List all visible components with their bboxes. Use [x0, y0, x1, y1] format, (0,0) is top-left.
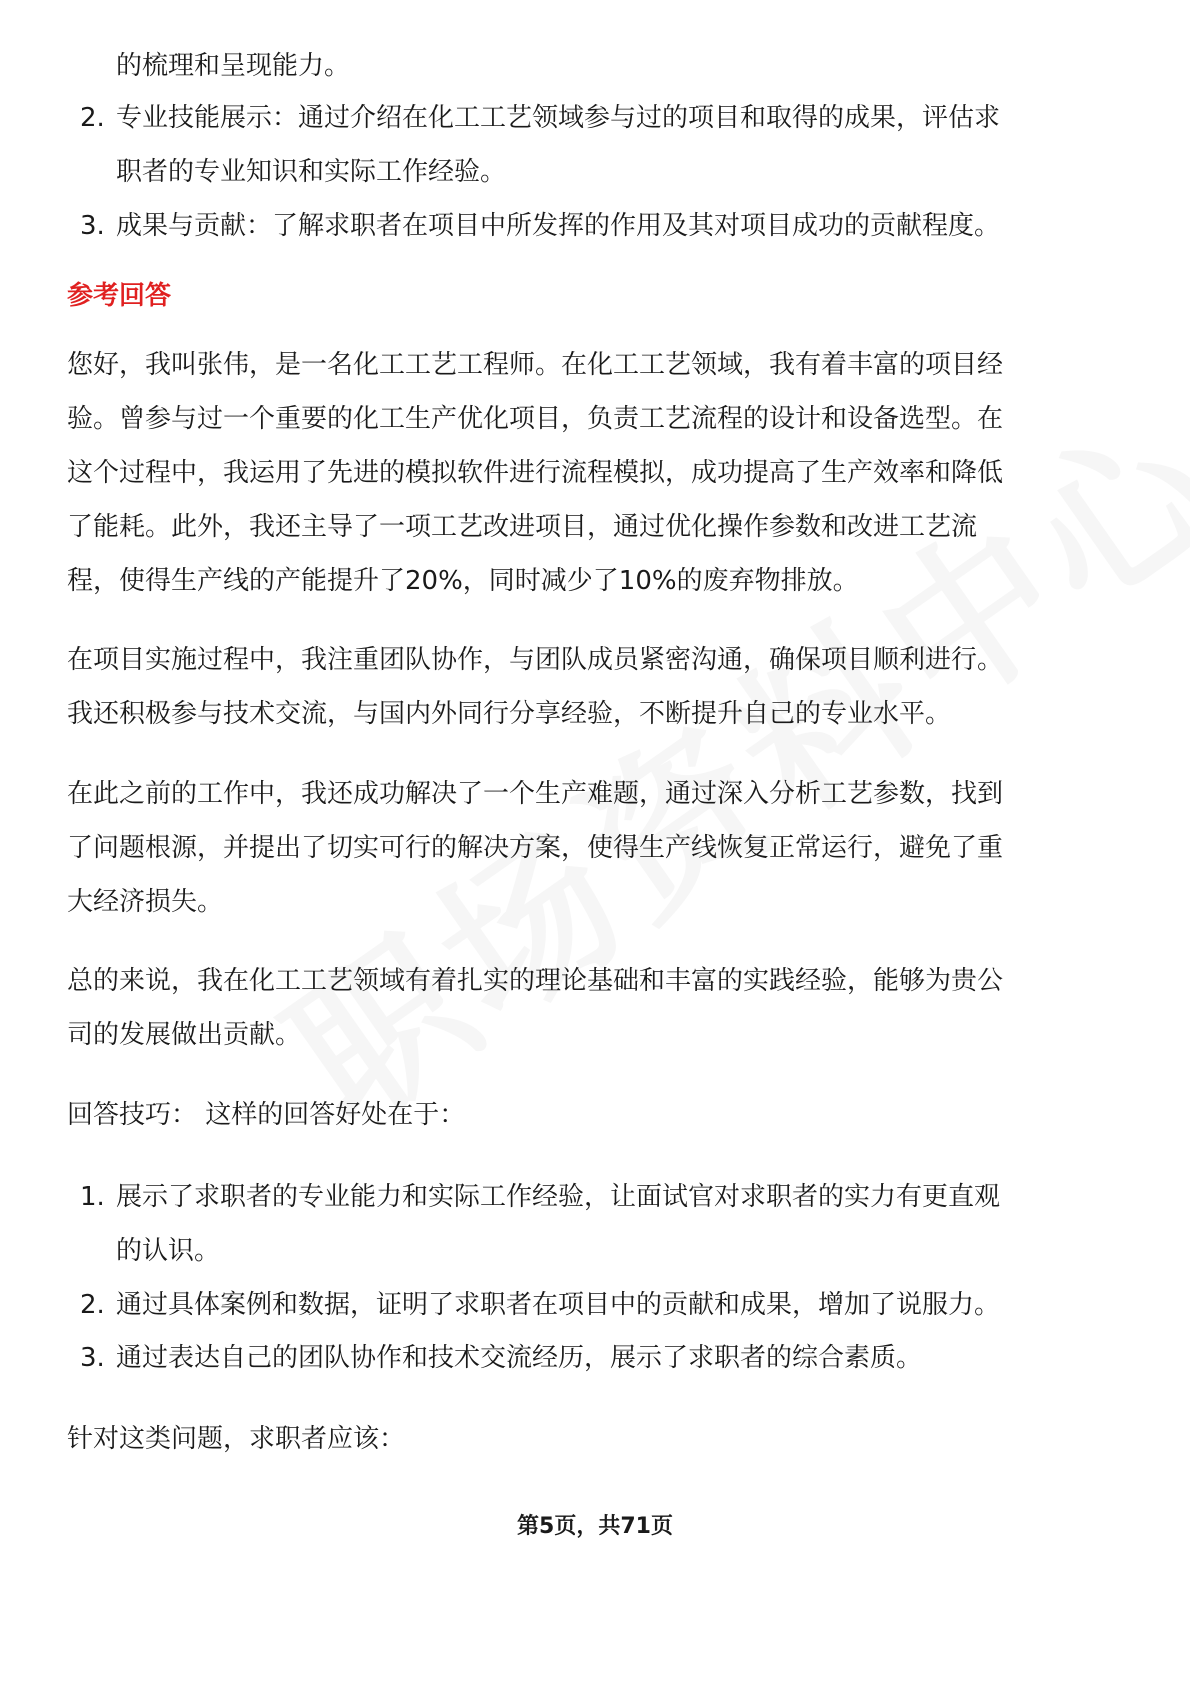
- list-number: 3.: [80, 211, 105, 241]
- paragraph-line: 这个过程中，我运用了先进的模拟软件进行流程模拟，成功提高了生产效率和降低: [67, 458, 1004, 488]
- paragraph-line: 程，使得生产线的产能提升了20%，同时减少了10%的废弃物排放。: [67, 566, 859, 596]
- list-number: 3.: [80, 1343, 105, 1373]
- paragraph-line: 验。曾参与过一个重要的化工生产优化项目，负责工艺流程的设计和设备选型。在: [67, 404, 1004, 434]
- list-line: 专业技能展示：通过介绍在化工工艺领域参与过的项目和取得的成果，评估求: [116, 103, 1001, 133]
- tips-intro: 回答技巧： 这样的回答好处在于：: [67, 1100, 466, 1130]
- paragraph-line: 在项目实施过程中，我注重团队协作，与团队成员紧密沟通，确保项目顺利进行。: [67, 645, 1004, 675]
- list-number: 2.: [80, 1290, 105, 1320]
- paragraph-line: 您好，我叫张伟，是一名化工工艺工程师。在化工工艺领域，我有着丰富的项目经: [67, 350, 1004, 380]
- paragraph-line: 了能耗。此外，我还主导了一项工艺改进项目，通过优化操作参数和改进工艺流: [67, 512, 978, 542]
- paragraph-line: 总的来说，我在化工工艺领域有着扎实的理论基础和丰富的实践经验，能够为贵公: [67, 966, 1004, 996]
- paragraph-line: 了问题根源，并提出了切实可行的解决方案，使得生产线恢复正常运行，避免了重: [67, 833, 1004, 863]
- page-footer: 第5页，共71页: [517, 1514, 673, 1539]
- list-line: 的认识。: [116, 1236, 221, 1266]
- paragraph-line: 我还积极参与技术交流，与国内外同行分享经验，不断提升自己的专业水平。: [67, 699, 952, 729]
- paragraph-line: 大经济损失。: [67, 887, 224, 917]
- paragraph-line: 司的发展做出贡献。: [67, 1020, 302, 1050]
- list-line: 通过表达自己的团队协作和技术交流经历，展示了求职者的综合素质。: [116, 1343, 923, 1373]
- top-continuation: 的梳理和呈现能力。: [116, 51, 351, 81]
- paragraph-line: 在此之前的工作中，我还成功解决了一个生产难题，通过深入分析工艺参数，找到: [67, 779, 1004, 809]
- reference-heading: 参考回答: [67, 281, 172, 311]
- closing-line: 针对这类问题，求职者应该：: [67, 1424, 406, 1454]
- list-line: 职者的专业知识和实际工作经验。: [116, 157, 507, 187]
- list-line: 展示了求职者的专业能力和实际工作经验，让面试官对求职者的实力有更直观: [116, 1182, 1001, 1212]
- list-line: 成果与贡献：了解求职者在项目中所发挥的作用及其对项目成功的贡献程度。: [116, 211, 1001, 241]
- list-number: 2.: [80, 103, 105, 133]
- list-line: 通过具体案例和数据，证明了求职者在项目中的贡献和成果，增加了说服力。: [116, 1290, 1001, 1320]
- list-number: 1.: [80, 1182, 105, 1212]
